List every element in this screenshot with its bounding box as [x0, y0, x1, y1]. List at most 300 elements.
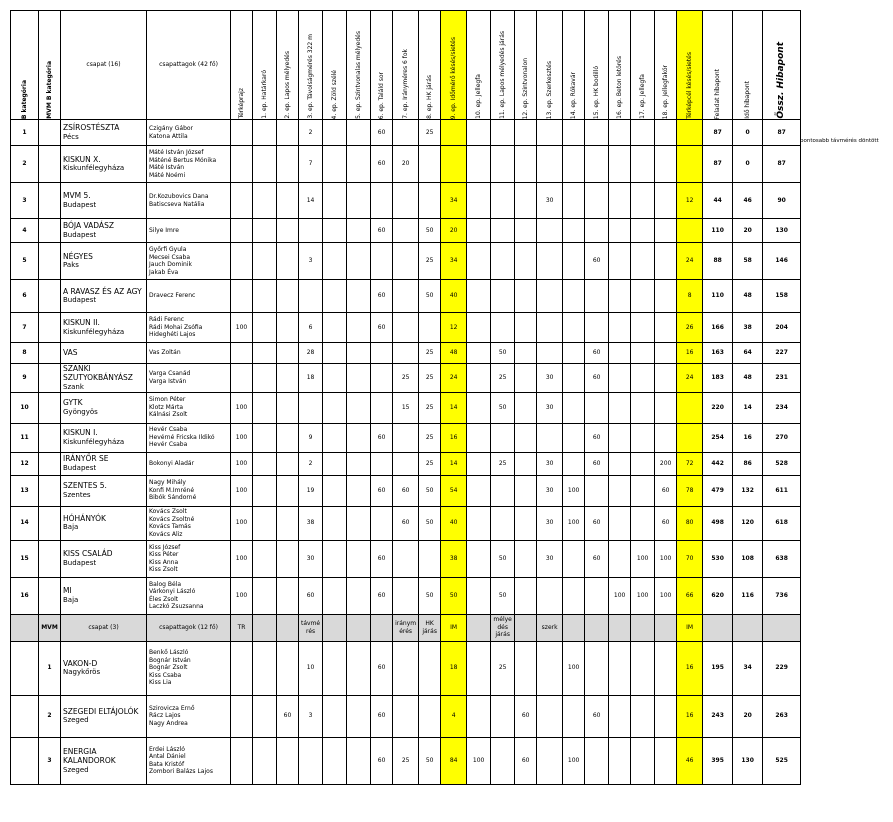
station-score — [299, 219, 323, 243]
station-score: 100 — [655, 577, 677, 614]
station-score: 25 — [419, 243, 441, 280]
team-name: ZSÍROSTÉSZTA — [63, 123, 120, 133]
team-cell — [61, 183, 147, 219]
station-score — [491, 243, 515, 280]
header-total-points — [763, 11, 801, 120]
header-time-points — [733, 11, 763, 120]
station-score — [277, 475, 299, 506]
station-score — [585, 641, 609, 695]
category-cell — [11, 695, 39, 737]
team-name: KISKUN II. — [63, 318, 100, 328]
station-score — [253, 219, 277, 243]
time-points: 46 — [733, 183, 763, 219]
station-score — [253, 313, 277, 343]
station-score — [631, 423, 655, 452]
station-score: 100 — [231, 452, 253, 475]
team-cell — [61, 280, 147, 313]
station-score — [393, 313, 419, 343]
team-city: Nagykőrös — [63, 668, 101, 677]
header-station-text: 4. ep. Zöld szélé — [330, 69, 338, 119]
rank-cell: 10 — [11, 392, 39, 423]
total-points: 146 — [763, 243, 801, 280]
total-points: 263 — [763, 695, 801, 737]
header-station-text: 8. ep. HK járás — [425, 75, 433, 119]
station-score — [677, 423, 703, 452]
member-name: Kovács Tamás — [149, 523, 191, 530]
station-score — [631, 452, 655, 475]
members-cell — [147, 695, 231, 737]
team-cell — [61, 343, 147, 364]
station-score — [609, 183, 631, 219]
station-score — [347, 641, 371, 695]
station-score — [655, 737, 677, 784]
station-score — [515, 641, 537, 695]
station-score — [347, 695, 371, 737]
station-score: 30 — [537, 475, 563, 506]
mvm-header-label: MVM — [39, 614, 61, 641]
header-station-text: Térképrajz — [237, 88, 245, 119]
mvm-header-time — [733, 614, 763, 641]
station-score — [323, 423, 347, 452]
station-score — [515, 577, 537, 614]
station-score — [393, 540, 419, 577]
mvm-header-station: szerk — [537, 614, 563, 641]
member-name: Laczkó Zsuzsanna — [149, 603, 204, 610]
task-points: 498 — [703, 506, 733, 540]
station-score: 70 — [677, 540, 703, 577]
station-score — [323, 313, 347, 343]
station-score — [515, 475, 537, 506]
station-score: 24 — [677, 364, 703, 393]
mvm-header-station: TR — [231, 614, 253, 641]
station-score — [347, 475, 371, 506]
station-score — [253, 183, 277, 219]
members-cell — [147, 280, 231, 313]
header-station-text: 18. ep. Jellegfakör — [661, 64, 669, 119]
station-score — [253, 343, 277, 364]
station-score: 100 — [467, 737, 491, 784]
member-name: Hevér Csaba — [149, 426, 188, 434]
station-score — [537, 243, 563, 280]
station-score — [393, 641, 419, 695]
station-score — [631, 183, 655, 219]
station-score — [491, 280, 515, 313]
station-score: 60 — [585, 423, 609, 452]
station-score: 100 — [631, 540, 655, 577]
team-name: SZEGEDI ELTÁJOLÓK — [63, 706, 139, 716]
team-city: Paks — [63, 261, 79, 270]
station-score — [537, 641, 563, 695]
station-score — [563, 120, 585, 146]
station-score — [393, 577, 419, 614]
station-score: 48 — [441, 343, 467, 364]
station-score — [347, 280, 371, 313]
rank-cell: 7 — [11, 313, 39, 343]
station-score — [323, 120, 347, 146]
members-cell — [147, 540, 231, 577]
time-points: 130 — [733, 737, 763, 784]
station-score — [323, 540, 347, 577]
station-score: 3 — [299, 695, 323, 737]
station-score: 60 — [371, 280, 393, 313]
task-points: 442 — [703, 452, 733, 475]
header-station-text: 3. ep. Távolságmérés 322 m — [306, 34, 314, 119]
station-score: 100 — [231, 392, 253, 423]
station-score — [231, 641, 253, 695]
station-score — [609, 392, 631, 423]
station-score: 60 — [371, 219, 393, 243]
header-station-text: 14. ep. Rókavár — [569, 71, 577, 119]
station-score — [371, 183, 393, 219]
station-score — [277, 243, 299, 280]
station-score — [655, 392, 677, 423]
team-name: VAS — [63, 348, 78, 358]
station-score — [441, 120, 467, 146]
rank-cell: 14 — [11, 506, 39, 540]
station-score — [467, 146, 491, 183]
station-score: 16 — [441, 423, 467, 452]
station-score: 84 — [441, 737, 467, 784]
station-score — [347, 737, 371, 784]
station-score: 60 — [585, 243, 609, 280]
time-points: 132 — [733, 475, 763, 506]
station-score — [323, 452, 347, 475]
station-score — [515, 423, 537, 452]
station-score — [609, 540, 631, 577]
station-score: 25 — [491, 364, 515, 393]
station-score: 25 — [393, 364, 419, 393]
table-row — [11, 183, 801, 219]
total-points: 234 — [763, 392, 801, 423]
team-cell — [61, 577, 147, 614]
members-cell — [147, 343, 231, 364]
station-score — [467, 120, 491, 146]
station-score — [563, 392, 585, 423]
members-cell — [147, 146, 231, 183]
mvm-header-station — [371, 614, 393, 641]
station-score — [631, 364, 655, 393]
station-score — [323, 695, 347, 737]
station-score: 15 — [393, 392, 419, 423]
header-b-category-text: B kategória — [20, 79, 28, 119]
header-station — [323, 11, 347, 120]
station-score: 100 — [631, 577, 655, 614]
mvm-header-station — [609, 614, 631, 641]
header-station — [347, 11, 371, 120]
station-score — [655, 183, 677, 219]
station-score: 50 — [419, 506, 441, 540]
station-score: 34 — [441, 183, 467, 219]
team-city: Pécs — [63, 132, 79, 141]
station-score — [655, 146, 677, 183]
rank-cell: 2 — [11, 146, 39, 183]
header-members: csapattagok (42 fő) — [147, 11, 231, 120]
category-cell — [39, 423, 61, 452]
station-score: 6 — [299, 313, 323, 343]
header-station — [677, 11, 703, 120]
station-score — [631, 120, 655, 146]
station-score — [419, 695, 441, 737]
members-cell — [147, 641, 231, 695]
station-score — [631, 343, 655, 364]
mvm-header-team: csapat (3) — [61, 614, 147, 641]
station-score — [371, 343, 393, 364]
header-b-category — [11, 11, 39, 120]
rank-cell: 6 — [11, 280, 39, 313]
table-row — [11, 577, 801, 614]
station-score — [323, 343, 347, 364]
mvm-header-station — [277, 614, 299, 641]
mvm-header-station: iránym érés — [393, 614, 419, 641]
header-mvm-b-category-text: MVM B kategória — [45, 61, 53, 119]
category-cell — [39, 392, 61, 423]
header-task-points — [703, 11, 733, 120]
team-cell — [61, 392, 147, 423]
station-score — [231, 243, 253, 280]
time-points: 108 — [733, 540, 763, 577]
table-row — [11, 423, 801, 452]
rank-cell: 1 — [39, 641, 61, 695]
station-score: 60 — [393, 506, 419, 540]
member-name: Bibók Sándorné — [149, 494, 197, 502]
member-name: Dravecz Ferenc — [149, 292, 196, 300]
station-score — [347, 183, 371, 219]
header-station — [585, 11, 609, 120]
team-cell — [61, 540, 147, 577]
station-score — [467, 313, 491, 343]
station-score — [371, 452, 393, 475]
table-row — [11, 540, 801, 577]
header-station — [467, 11, 491, 120]
station-score: 60 — [371, 641, 393, 695]
station-score: 14 — [441, 452, 467, 475]
station-score — [585, 475, 609, 506]
station-score: 100 — [609, 577, 631, 614]
station-score: 9 — [299, 423, 323, 452]
team-city: Baja — [63, 595, 79, 604]
station-score — [277, 280, 299, 313]
station-score — [563, 343, 585, 364]
station-score: 14 — [441, 392, 467, 423]
category-cell — [39, 280, 61, 313]
station-score — [231, 146, 253, 183]
station-score: 10 — [299, 641, 323, 695]
station-score: 24 — [441, 364, 467, 393]
header-station — [277, 11, 299, 120]
station-score — [631, 243, 655, 280]
team-city: Baja — [63, 523, 79, 532]
station-score — [467, 577, 491, 614]
category-cell — [39, 364, 61, 393]
station-score — [347, 452, 371, 475]
station-score — [631, 219, 655, 243]
total-points: 227 — [763, 343, 801, 364]
team-name: KISS CSALÁD — [63, 549, 113, 559]
member-name: Klotz Márta — [149, 403, 184, 411]
station-score — [563, 219, 585, 243]
station-score: 66 — [677, 577, 703, 614]
time-points: 0 — [733, 120, 763, 146]
member-name: Hevérné Fricska Ildikó — [149, 433, 215, 441]
station-score — [563, 695, 585, 737]
member-name: Kovács Zsoltné — [149, 515, 195, 523]
header-station — [563, 11, 585, 120]
member-name: Bata Kristóf — [149, 760, 185, 768]
station-score — [231, 183, 253, 219]
station-score: 50 — [491, 577, 515, 614]
category-cell — [11, 737, 39, 784]
station-score — [585, 219, 609, 243]
total-points: 231 — [763, 364, 801, 393]
task-points: 183 — [703, 364, 733, 393]
header-station — [491, 11, 515, 120]
station-score — [277, 540, 299, 577]
station-score — [655, 313, 677, 343]
station-score: 24 — [677, 243, 703, 280]
station-score — [467, 183, 491, 219]
station-score: 25 — [491, 641, 515, 695]
station-score — [371, 364, 393, 393]
task-points: 44 — [703, 183, 733, 219]
station-score — [277, 183, 299, 219]
station-score: 25 — [419, 423, 441, 452]
time-points: 38 — [733, 313, 763, 343]
station-score: 60 — [515, 737, 537, 784]
time-points: 16 — [733, 423, 763, 452]
header-station — [371, 11, 393, 120]
station-score — [631, 641, 655, 695]
mvm-header-station: mélye dés járás — [491, 614, 515, 641]
station-score — [515, 343, 537, 364]
station-score — [371, 392, 393, 423]
station-score — [277, 364, 299, 393]
station-score — [585, 313, 609, 343]
header-station-text: 13. ep. Szerkesztés — [545, 60, 553, 119]
station-score: 25 — [393, 737, 419, 784]
task-points: 163 — [703, 343, 733, 364]
station-score — [467, 452, 491, 475]
station-score — [609, 695, 631, 737]
team-city: Kiskunfélegyháza — [63, 327, 125, 336]
member-name: Kiss Anna — [149, 558, 179, 566]
team-city: Kiskunfélegyháza — [63, 164, 125, 173]
member-name: Győrfi Gyula — [149, 246, 187, 253]
team-cell — [61, 737, 147, 784]
category-cell — [39, 243, 61, 280]
station-score — [467, 243, 491, 280]
member-name: Kovács Aliz — [149, 530, 183, 538]
station-score — [491, 695, 515, 737]
station-score: 16 — [677, 695, 703, 737]
mvm-header-station — [253, 614, 277, 641]
station-score — [253, 695, 277, 737]
station-score — [253, 280, 277, 313]
total-points: 736 — [763, 577, 801, 614]
station-score — [393, 280, 419, 313]
station-score — [655, 695, 677, 737]
team-name: A RAVASZ ÉS AZ AGY — [63, 286, 142, 296]
task-points: 110 — [703, 219, 733, 243]
member-name: Varga Csanád — [149, 370, 191, 378]
team-cell — [61, 423, 147, 452]
members-cell — [147, 423, 231, 452]
station-score: 78 — [677, 475, 703, 506]
station-score — [323, 146, 347, 183]
station-score — [631, 146, 655, 183]
station-score — [393, 695, 419, 737]
station-score — [563, 313, 585, 343]
station-score — [253, 452, 277, 475]
station-score — [491, 120, 515, 146]
station-score — [537, 343, 563, 364]
station-score: 60 — [393, 475, 419, 506]
team-name: IRÁNYŐR SE — [63, 454, 109, 464]
station-score — [277, 737, 299, 784]
station-score: 60 — [371, 737, 393, 784]
time-points: 64 — [733, 343, 763, 364]
station-score: 40 — [441, 280, 467, 313]
table-row — [11, 313, 801, 343]
task-points: 110 — [703, 280, 733, 313]
station-score — [419, 641, 441, 695]
station-score — [609, 423, 631, 452]
station-score: 60 — [655, 475, 677, 506]
station-score — [491, 737, 515, 784]
station-score — [631, 392, 655, 423]
station-score — [347, 364, 371, 393]
mvm-header-station: IM — [677, 614, 703, 641]
station-score — [371, 506, 393, 540]
table-row — [11, 737, 801, 784]
station-score — [537, 737, 563, 784]
team-cell — [61, 506, 147, 540]
total-points: 528 — [763, 452, 801, 475]
table-row — [11, 506, 801, 540]
task-points: 87 — [703, 146, 733, 183]
station-score — [467, 343, 491, 364]
station-score — [585, 280, 609, 313]
station-score — [631, 737, 655, 784]
table-row — [11, 343, 801, 364]
station-score: 60 — [585, 695, 609, 737]
station-score — [515, 506, 537, 540]
results-table — [10, 10, 801, 785]
station-score — [609, 737, 631, 784]
mvm-header-station — [631, 614, 655, 641]
station-score — [323, 280, 347, 313]
station-score — [677, 392, 703, 423]
station-score — [563, 183, 585, 219]
station-score: 25 — [419, 452, 441, 475]
station-score — [253, 506, 277, 540]
members-cell — [147, 577, 231, 614]
station-score — [347, 146, 371, 183]
team-cell — [61, 452, 147, 475]
station-score — [231, 364, 253, 393]
station-score — [537, 695, 563, 737]
station-score: 34 — [441, 243, 467, 280]
team-cell — [61, 641, 147, 695]
station-score: 50 — [441, 577, 467, 614]
station-score — [655, 364, 677, 393]
station-score — [467, 540, 491, 577]
station-score: 2 — [299, 452, 323, 475]
station-score: 25 — [419, 364, 441, 393]
time-points: 0 — [733, 146, 763, 183]
station-score — [231, 219, 253, 243]
member-name: Hideghéti Lajos — [149, 331, 196, 339]
station-score: 60 — [371, 146, 393, 183]
